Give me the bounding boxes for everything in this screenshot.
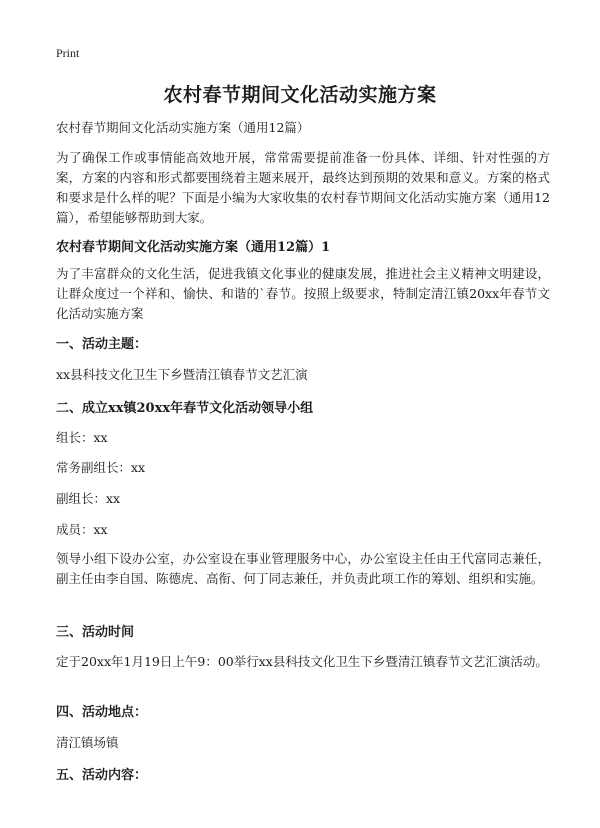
document-title: 农村春节期间文化活动实施方案 <box>163 84 437 106</box>
heading-content: 五、活动内容： <box>56 768 148 783</box>
executive-deputy-leader: 常务副组长：xx <box>56 460 146 475</box>
office-paragraph: 领导小组下设办公室，办公室设在事业管理服务中心，办公室设主任由王代富同志兼任，副主任由李自国、陈德虎、高衔、何丁同志兼任，并负责此项工作的筹划、组织和实施。 <box>56 551 550 586</box>
heading-time: 三、活动时间 <box>56 625 135 640</box>
heading-place: 四、活动地点： <box>56 705 148 720</box>
section-intro-paragraph: 为了丰富群众的文化生活，促进我镇文化事业的健康发展，推进社会主义精神文明建设，让群众度过一个祥和、愉快、和谐的`春节。按照上级要求，特制定清江镇20xx年春节文化活动实施方案 <box>56 266 550 321</box>
place-text: 清江镇场镇 <box>56 735 119 750</box>
group-leader: 组长：xx <box>56 430 108 445</box>
section-heading: 农村春节期间文化活动实施方案（通用12篇）1 <box>56 240 331 255</box>
heading-leadership-group: 二、成立xx镇20xx年春节文化活动领导小组 <box>56 401 314 416</box>
document-subtitle: 农村春节期间文化活动实施方案（通用12篇） <box>56 120 310 135</box>
group-members: 成员：xx <box>56 522 108 537</box>
print-link[interactable]: Print <box>56 46 80 60</box>
time-paragraph: 定于20xx年1月19日上午9：00举行xx县科技文化卫生下乡暨清江镇春节文艺汇演活动。 <box>56 654 548 669</box>
heading-theme: 一、活动主题： <box>56 337 148 352</box>
intro-paragraph: 为了确保工作或事情能高效地开展，常常需要提前准备一份具体、详细、针对性强的方案，方案的内容和形式都要围绕着主题来展开，最终达到预期的效果和意义。方案的格式和要求是什么样的呢？下面是小编为大家收集的农村春节期间文化活动实施方案（通用12篇），希望能够帮助到大家。 <box>56 150 550 225</box>
deputy-leader: 副组长：xx <box>56 491 121 506</box>
theme-text: xx县科技文化卫生下乡暨清江镇春节文艺汇演 <box>56 367 308 382</box>
